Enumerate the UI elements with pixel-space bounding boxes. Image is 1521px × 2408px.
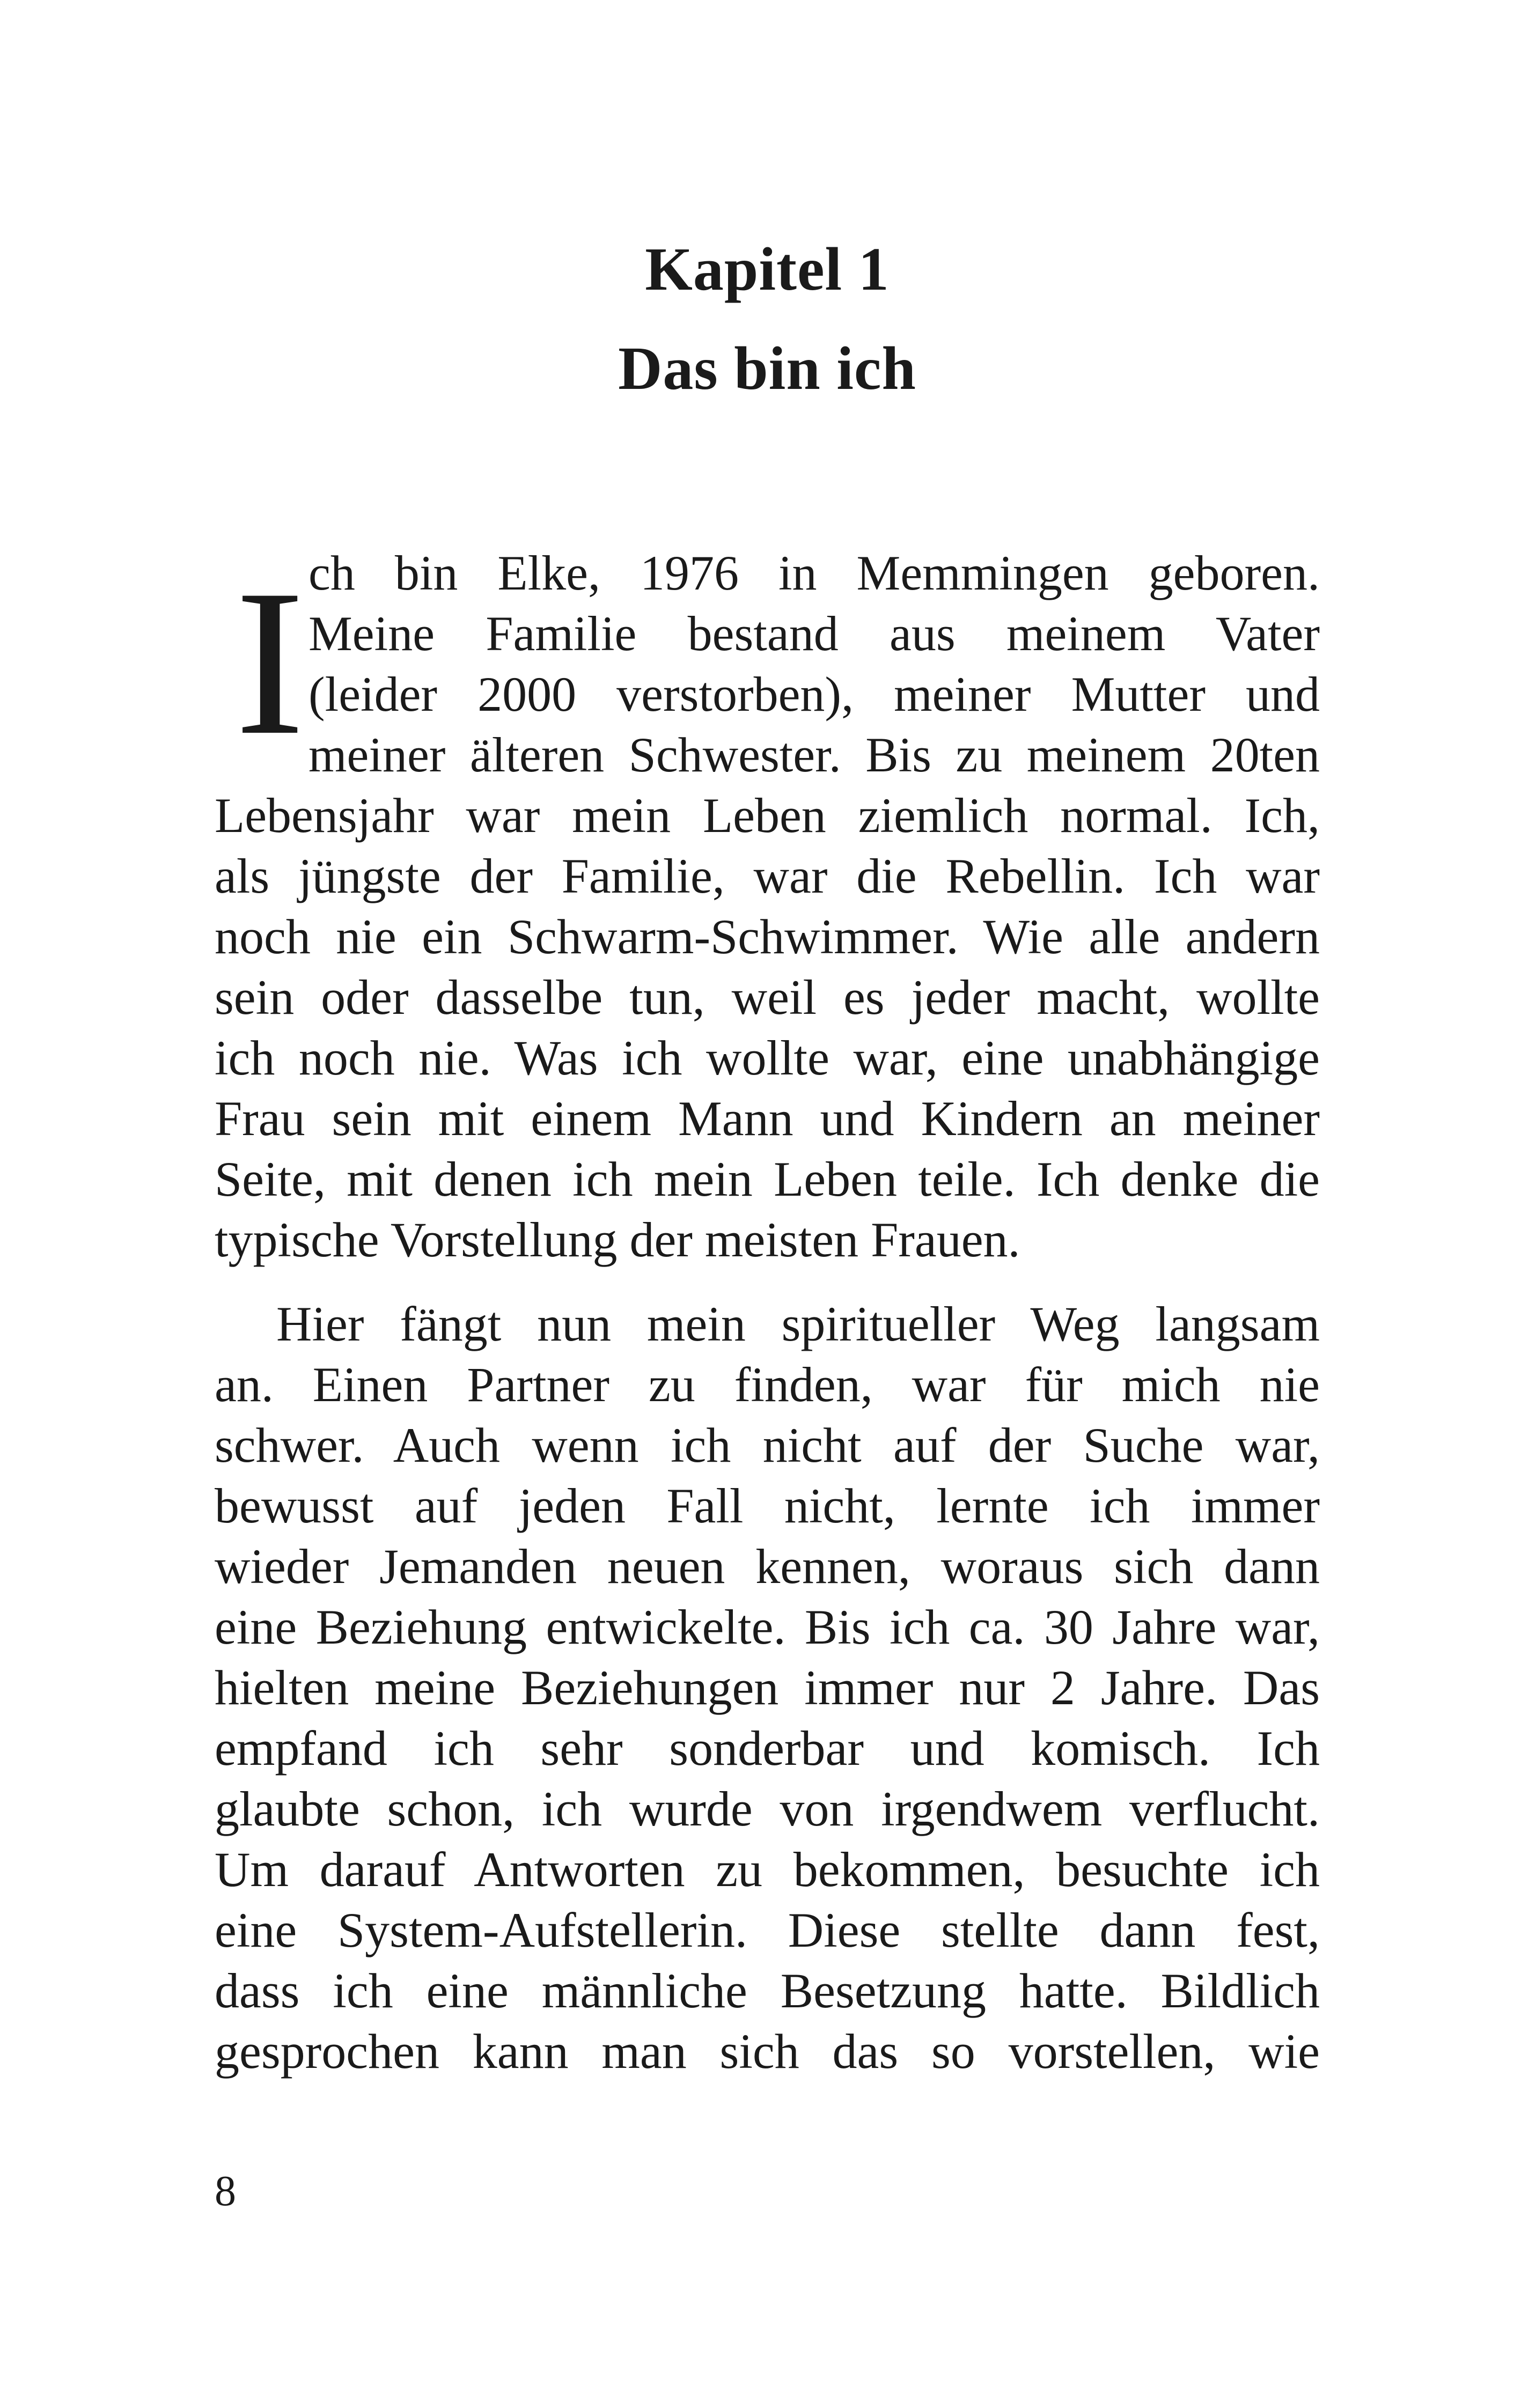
text-line: noch nie ein Schwarm-Schwimmer. Wie alle andern <box>215 909 1320 964</box>
text-line: empfand ich sehr sonderbar und komisch. Ich <box>215 1721 1320 1776</box>
drop-cap: I <box>235 547 305 778</box>
paragraph-1 <box>215 543 1320 1270</box>
text-line: (leider 2000 verstorben), meiner Mutter und <box>308 667 1320 721</box>
chapter-number: Kapitel 1 <box>645 235 890 303</box>
text-line: Um darauf Antworten zu bekommen, besuchte ich <box>215 1842 1320 1897</box>
text-line: Frau sein mit einem Mann und Kindern an meiner <box>215 1091 1320 1146</box>
text-line: eine System-Aufstellerin. Diese stellte dann fest, <box>215 1903 1320 1957</box>
text-line: Meine Familie bestand aus meinem Vater <box>308 606 1320 661</box>
text-line: an. Einen Partner zu finden, war für mich nie <box>215 1357 1320 1412</box>
text-line: wieder Jemanden neuen kennen, woraus sich dann <box>215 1539 1320 1594</box>
text-line: als jüngste der Familie, war die Rebellin. Ich war <box>215 849 1320 903</box>
text-line: glaubte schon, ich wurde von irgendwem verflucht. <box>215 1781 1320 1836</box>
text-line: eine Beziehung entwickelte. Bis ich ca. 30 Jahre war, <box>215 1600 1320 1654</box>
text-line: gesprochen kann man sich das so vorstellen, wie <box>215 2024 1320 2079</box>
text-line: sein oder dasselbe tun, weil es jeder macht, wollte <box>215 970 1320 1025</box>
text-line: hielten meine Beziehungen immer nur 2 Jahre. Das <box>215 1660 1320 1715</box>
text-line: Hier fängt nun mein spiritueller Weg langsam <box>276 1297 1320 1351</box>
page-number: 8 <box>215 2168 236 2215</box>
paragraph-2 <box>215 1294 1320 2082</box>
text-line: meiner älteren Schwester. Bis zu meinem 20ten <box>308 727 1320 782</box>
chapter-title: Das bin ich <box>618 334 916 402</box>
text-line: schwer. Auch wenn ich nicht auf der Suche war, <box>215 1418 1320 1472</box>
text-line: typische Vorstellung der meisten Frauen. <box>215 1212 1020 1267</box>
text-line: ch bin Elke, 1976 in Memmingen geboren. <box>308 546 1320 600</box>
text-line: bewusst auf jeden Fall nicht, lernte ich immer <box>215 1478 1320 1533</box>
text-line: Lebensjahr war mein Leben ziemlich normal. Ich, <box>215 788 1320 843</box>
text-line: dass ich eine männliche Besetzung hatte. Bildlich <box>215 1963 1320 2018</box>
text-line: Seite, mit denen ich mein Leben teile. Ich denke die <box>215 1152 1320 1206</box>
text-line: ich noch nie. Was ich wollte war, eine unabhängige <box>215 1030 1320 1085</box>
